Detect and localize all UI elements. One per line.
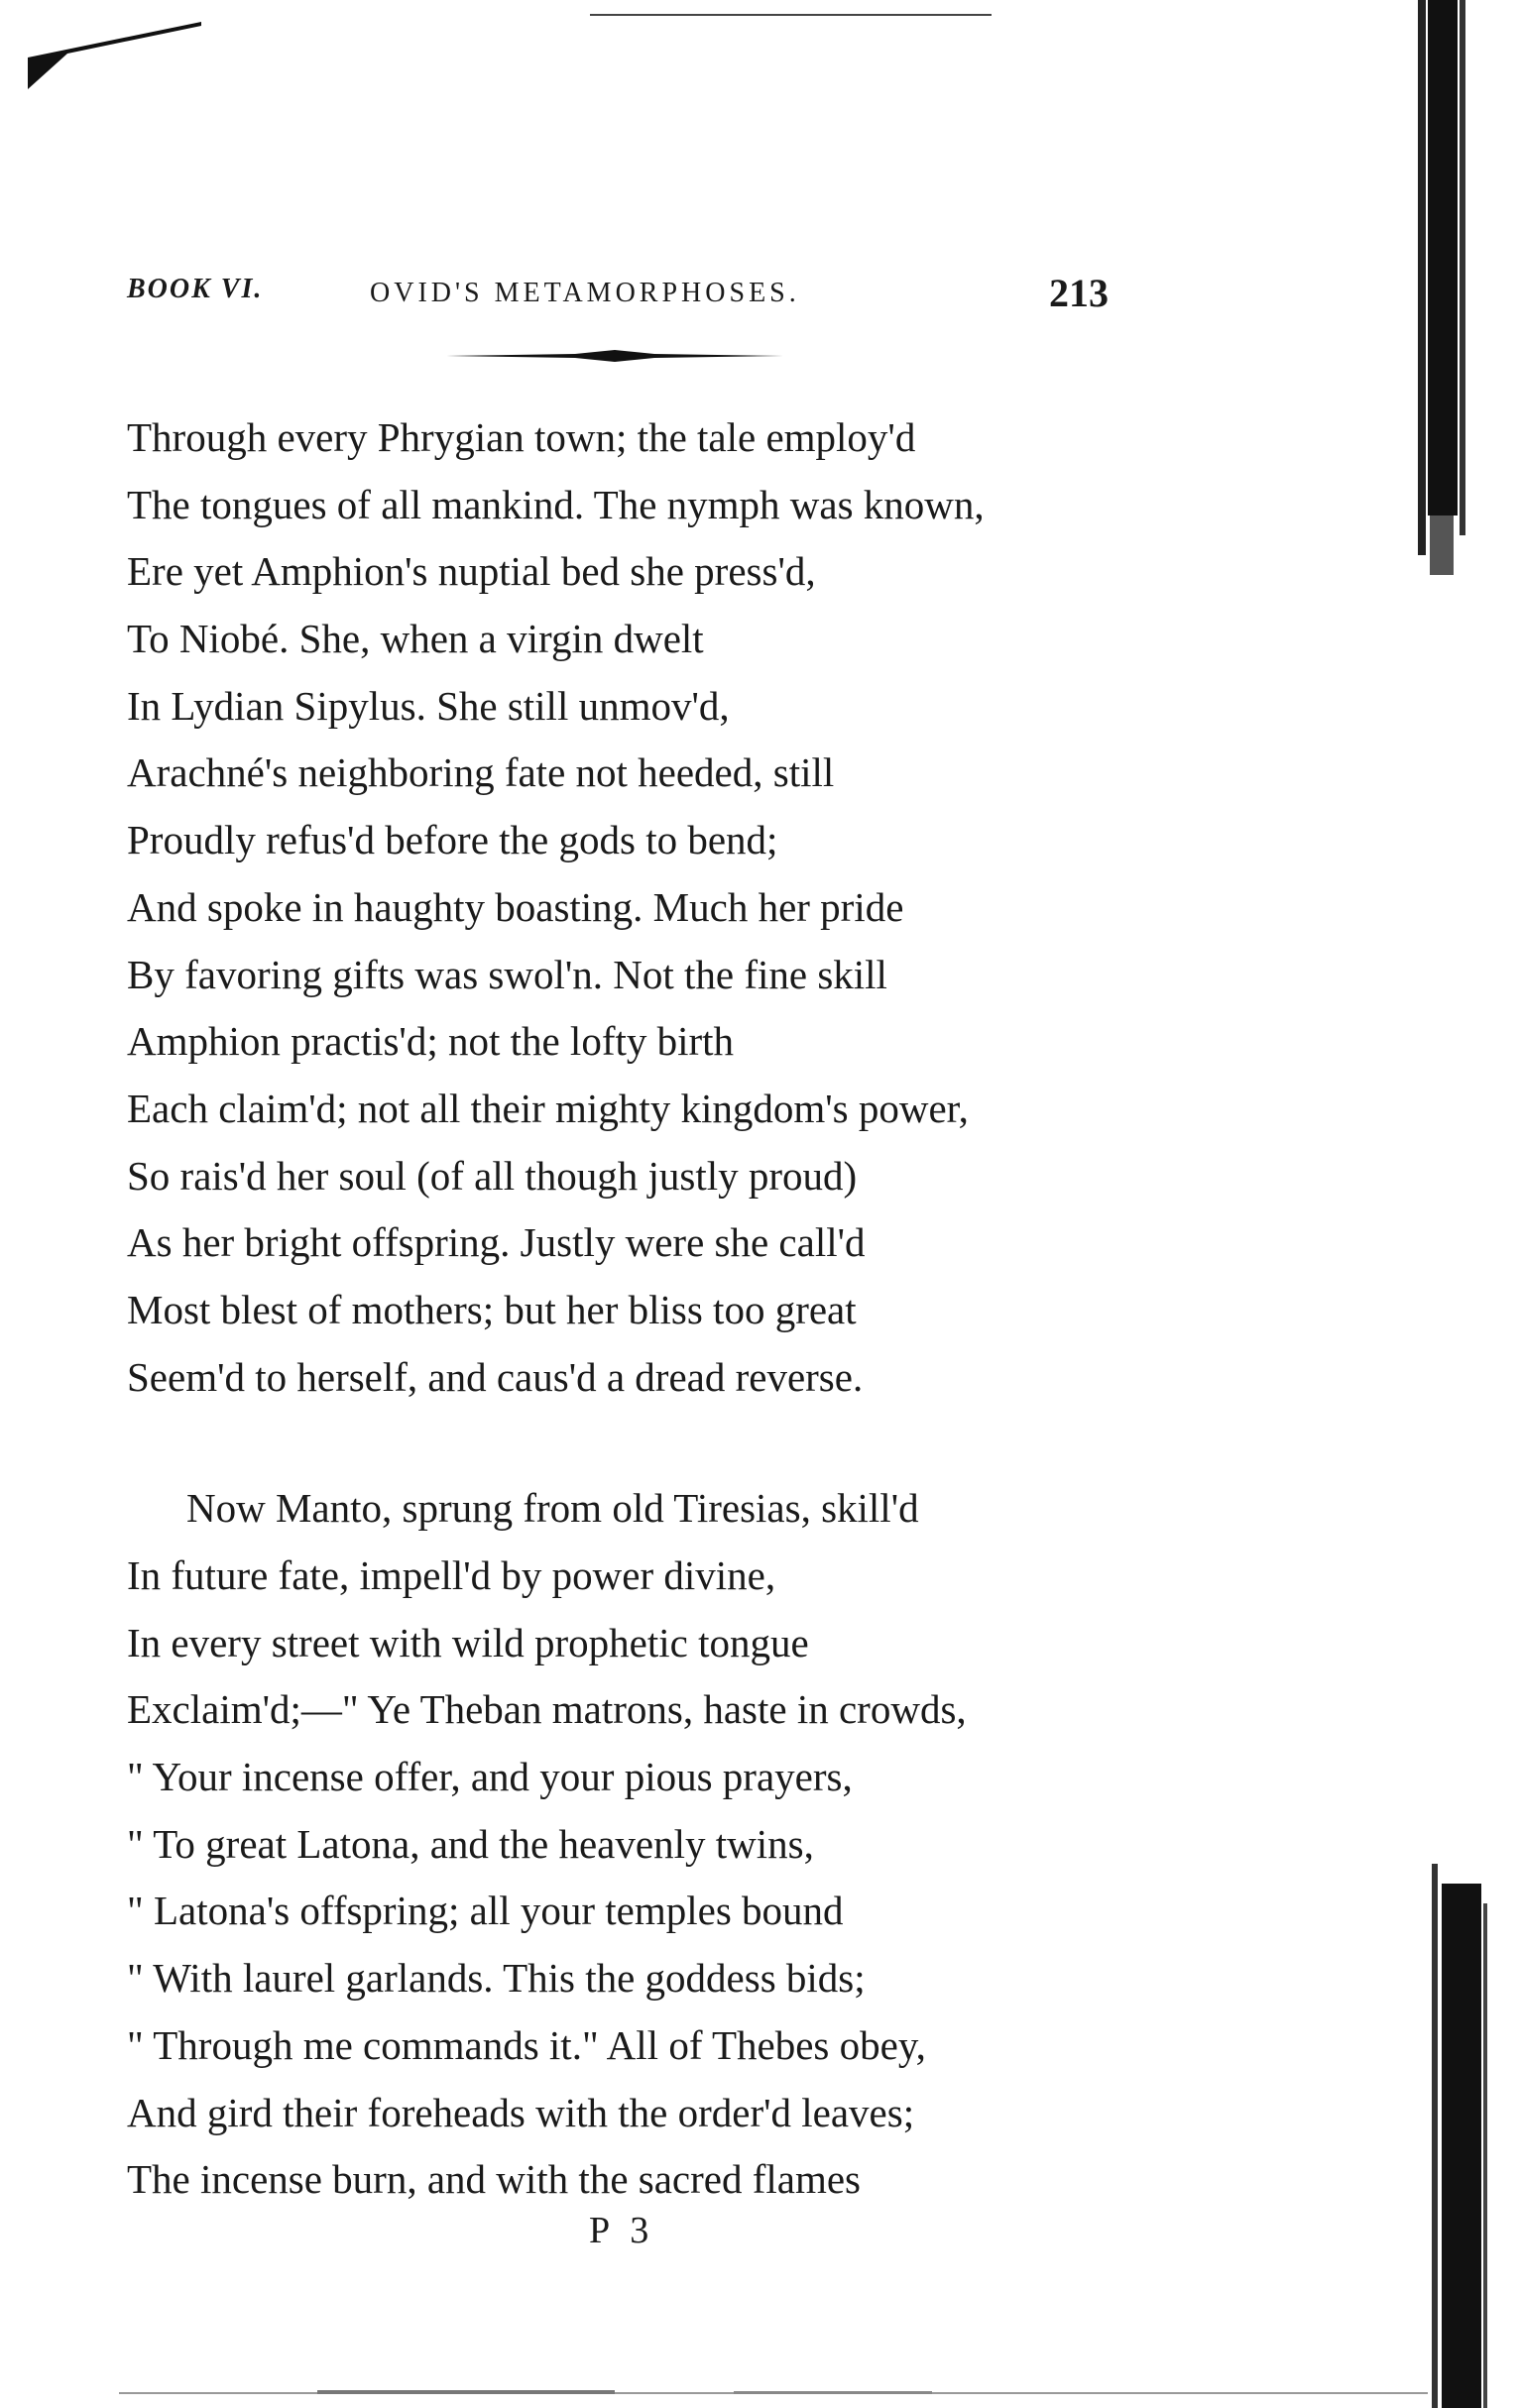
verse-line: Each claim'd; not all their mighty kingdom's power, — [127, 1085, 969, 1131]
stanza-break — [127, 1411, 1118, 1475]
verse-line: Seem'd to herself, and caus'd a dread reverse. — [127, 1353, 864, 1400]
running-title: OVID'S METAMORPHOSES. — [370, 278, 800, 308]
verse-line: To Niobé. She, when a virgin dwelt — [127, 616, 704, 662]
signature-mark: P 3 — [589, 2210, 655, 2251]
verse-line: In future fate, impell'd by power divine, — [127, 1552, 776, 1598]
verse-line: Proudly refus'd before the gods to bend; — [127, 817, 778, 863]
page-spine-shadow-lower — [1428, 1864, 1489, 2408]
verse-line: " To great Latona, and the heavenly twins, — [127, 1820, 814, 1867]
header-ornament-rule — [446, 349, 783, 363]
verse-line: Through every Phrygian town; the tale employ'd — [127, 414, 916, 460]
verse-line: As her bright offspring. Justly were she call'd — [127, 1219, 866, 1266]
verse-line: The incense burn, and with the sacred flames — [127, 2156, 862, 2203]
verse-line: " Your incense offer, and your pious prayers, — [127, 1754, 853, 1800]
verse-line: By favoring gifts was swol'n. Not the fine skill — [127, 951, 887, 997]
verse-line: Now Manto, sprung from old Tiresias, skill'd — [186, 1485, 919, 1532]
corner-ink-mark — [28, 20, 201, 89]
page-number: 213 — [1049, 271, 1109, 315]
verse-line: Exclaim'd;—" Ye Theban matrons, haste in crowds, — [127, 1686, 967, 1733]
verse-line: " With laurel garlands. This the goddess bids; — [127, 1955, 866, 2002]
verse-line: And spoke in haughty boasting. Much her pride — [127, 883, 904, 930]
verse-line: Most blest of mothers; but her bliss too great — [127, 1286, 857, 1332]
verse-line: Ere yet Amphion's nuptial bed she press'd, — [127, 548, 816, 595]
verse-line: " Through me commands it." All of Thebes obey, — [127, 2021, 926, 2068]
bottom-edge-speckle — [119, 2387, 1428, 2399]
verse-line: " Latona's offspring; all your temples bound — [127, 1888, 844, 1934]
book-label: BOOK VI. — [127, 274, 264, 304]
top-rule-line — [590, 14, 992, 16]
verse-line: In every street with wild prophetic tongue — [127, 1619, 809, 1665]
running-header — [127, 270, 1109, 319]
verse-line: Arachné's neighboring fate not heeded, still — [127, 749, 835, 796]
verse-line: The tongues of all mankind. The nymph was known, — [127, 481, 985, 527]
verse-line: So rais'd her soul (of all though justly proud) — [127, 1152, 858, 1199]
verse-line: And gird their foreheads with the order'd leaves; — [127, 2089, 915, 2135]
page-spine-shadow — [1408, 0, 1477, 595]
verse-text — [127, 404, 1118, 2214]
verse-line: In Lydian Sipylus. She still unmov'd, — [127, 682, 730, 729]
verse-line: Amphion practis'd; not the lofty birth — [127, 1018, 735, 1065]
